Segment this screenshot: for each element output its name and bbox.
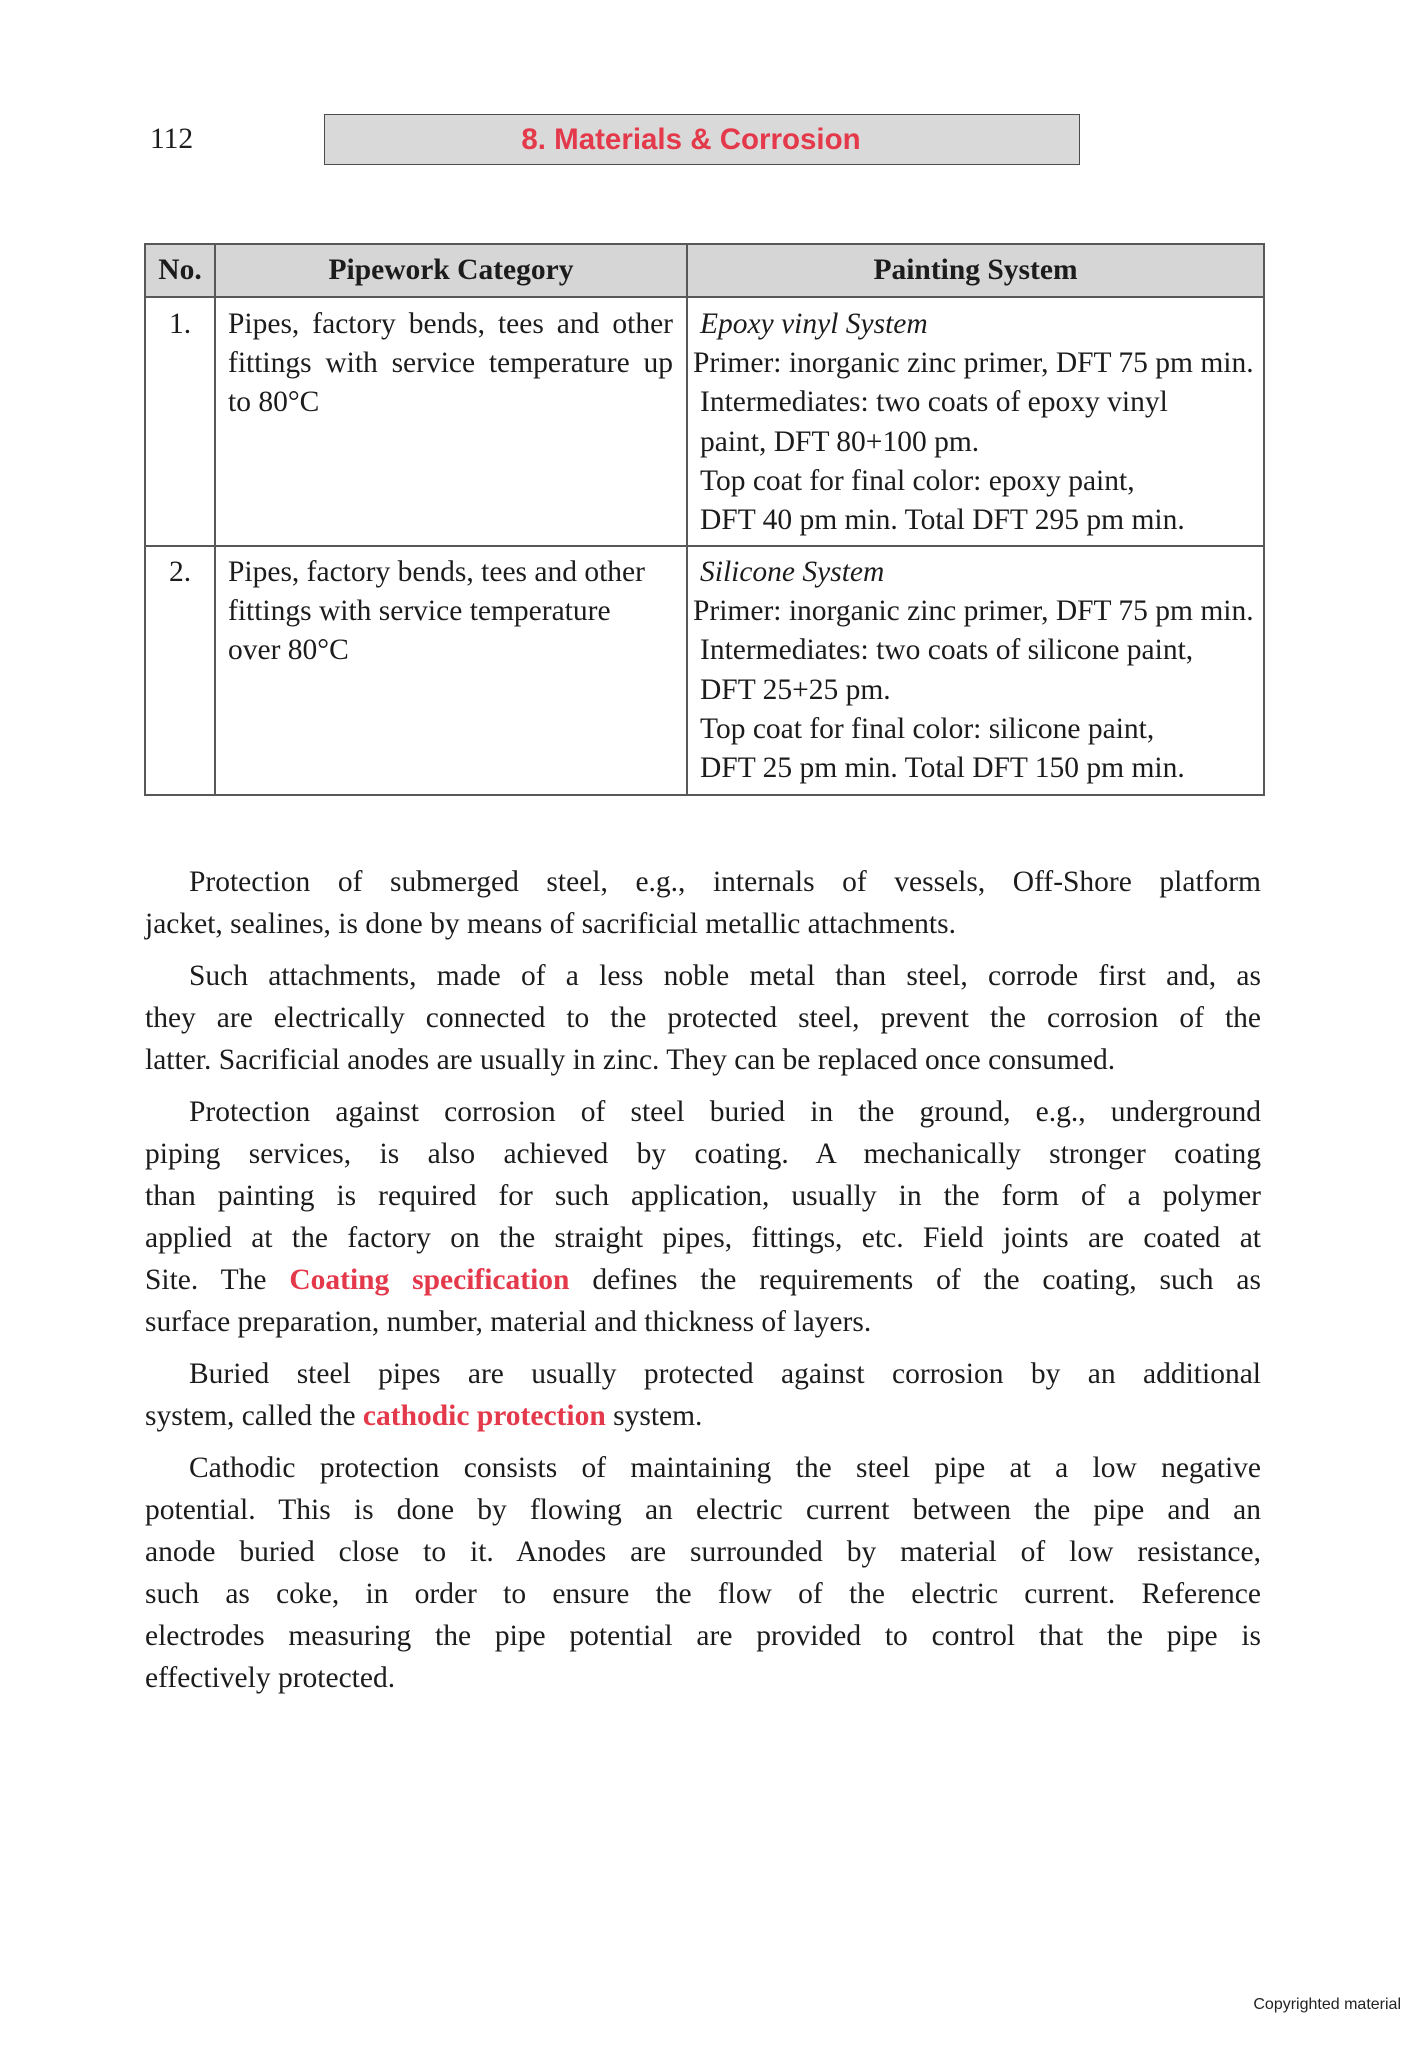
system-line: Intermediates: two coats of silicone paint,: [700, 634, 1194, 667]
paragraph-line: Such attachments, made of a less noble metal than steel, corrode first and, as: [189, 959, 1261, 992]
category-line: Pipes, factory bends, tees and other: [228, 556, 645, 588]
paragraph-line: than painting is required for such application, usually in the form of a polymer: [145, 1179, 1261, 1212]
paragraph-line: anode buried close to it. Anodes are surrounded by material of low resistance,: [145, 1535, 1261, 1568]
paragraph-line: Buried steel pipes are usually protected against corrosion by an additional: [189, 1357, 1261, 1390]
system-line: Intermediates: two coats of epoxy vinyl: [700, 386, 1168, 419]
paragraph-line: latter. Sacrificial anodes are usually in zinc. They can be replaced once consumed.: [145, 1043, 1116, 1076]
category-line: to 80°C: [228, 386, 320, 419]
system-name: Epoxy vinyl System: [700, 308, 928, 340]
row-number: 2.: [146, 547, 216, 796]
column-header-painting-system: Painting System: [688, 245, 1265, 298]
paragraph-line: effectively protected.: [145, 1662, 396, 1695]
system-line: DFT 40 pm min. Total DFT 295 pm min.: [700, 503, 1185, 536]
painting-system-cell: [688, 547, 1265, 796]
system-line: paint, DFT 80+100 pm.: [700, 425, 980, 458]
line-text: system, called the: [145, 1399, 363, 1432]
paragraph-line: Protection against corrosion of steel buried in the ground, e.g., underground: [189, 1095, 1261, 1128]
paragraph-line: potential. This is done by flowing an electric current between the pipe and an: [145, 1493, 1261, 1526]
paragraph-line: piping services, is also achieved by coating. A mechanically stronger coating: [145, 1137, 1261, 1170]
system-line: Top coat for final color: epoxy paint,: [700, 464, 1135, 497]
category-line: Pipes, factory bends, tees and other: [228, 308, 673, 340]
highlighted-term: Coating specification: [289, 1264, 570, 1297]
paragraph: [145, 861, 1261, 945]
paragraph-line: such as coke, in order to ensure the flow of the electric current. Reference: [145, 1577, 1261, 1610]
paragraph-line: jacket, sealines, is done by means of sacrificial metallic attachments.: [145, 908, 956, 941]
paragraph-line: [145, 1259, 1261, 1301]
system-line: DFT 25 pm min. Total DFT 150 pm min.: [700, 751, 1185, 784]
paragraph-line: Protection of submerged steel, e.g., internals of vessels, Off-Shore platform: [189, 866, 1261, 898]
column-header-pipework-category: Pipework Category: [216, 245, 688, 298]
paragraph-line: Cathodic protection consists of maintaining the steel pipe at a low negative: [189, 1451, 1261, 1484]
highlighted-term: cathodic protection: [362, 1399, 606, 1432]
chapter-header: [324, 114, 1080, 165]
paragraph: [145, 1091, 1261, 1344]
system-line: Primer: inorganic zinc primer, DFT 75 pm min.: [693, 595, 1254, 628]
paragraph-line: [145, 1395, 1261, 1437]
chapter-title: 8. Materials & Corrosion: [521, 122, 861, 156]
pipework-category-cell: [216, 547, 688, 796]
category-line: over 80°C: [228, 634, 349, 667]
paragraph-line: electrodes measuring the pipe potential are provided to control that the pipe is: [145, 1619, 1261, 1652]
paragraph-line: they are electrically connected to the protected steel, prevent the corrosion of the: [145, 1001, 1261, 1034]
column-header-no: No.: [146, 245, 216, 298]
painting-system-cell: [688, 298, 1265, 547]
page-number: 112: [150, 123, 194, 155]
paragraph-line: applied at the factory on the straight pipes, fittings, etc. Field joints are coated at: [145, 1221, 1261, 1254]
line-text: defines the requirements of the coating, such as: [569, 1264, 1261, 1297]
system-line: Primer: inorganic zinc primer, DFT 75 pm min.: [693, 347, 1254, 380]
paragraph-line: surface preparation, number, material and thickness of layers.: [145, 1306, 872, 1339]
pipework-category-cell: [216, 298, 688, 547]
paragraph: [145, 955, 1261, 1081]
system-name: Silicone System: [700, 556, 885, 588]
copyright-notice: Copyrighted material: [1253, 1996, 1401, 2013]
row-number: 1.: [146, 298, 216, 547]
system-line: DFT 25+25 pm.: [700, 673, 891, 706]
line-text: system.: [605, 1399, 703, 1432]
category-line: fittings with service temperature up: [228, 347, 673, 380]
paragraph: [145, 1447, 1261, 1700]
line-text: Site. The: [145, 1264, 290, 1297]
system-line: Top coat for final color: silicone paint,: [700, 712, 1155, 745]
paragraph: [145, 1353, 1261, 1437]
category-line: fittings with service temperature: [228, 595, 611, 628]
body-text: [145, 861, 1261, 1709]
painting-systems-table: [144, 243, 1265, 796]
